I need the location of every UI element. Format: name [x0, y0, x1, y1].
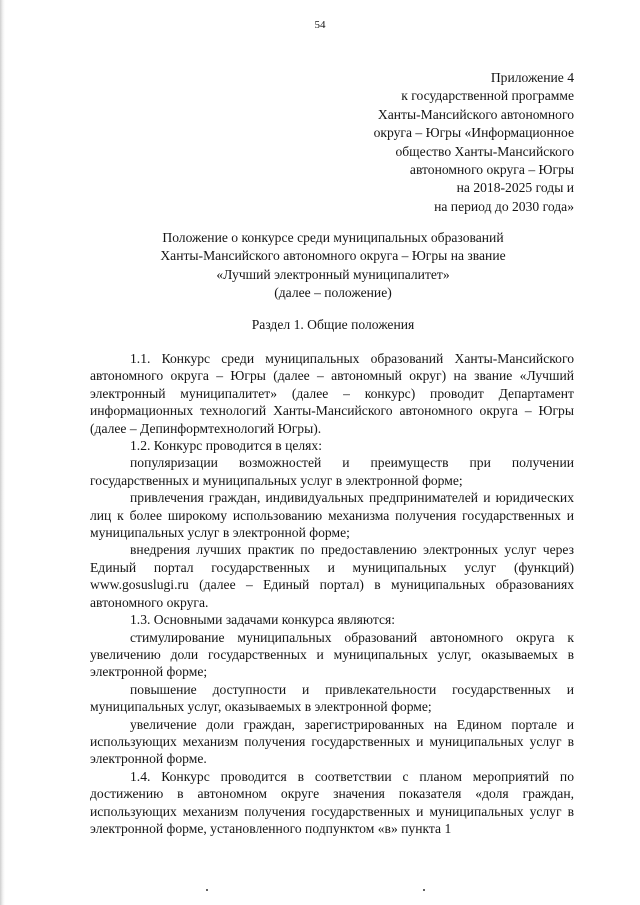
title-line: «Лучший электронный муниципалитет» — [216, 266, 450, 282]
scan-speck — [423, 889, 425, 891]
goal-item: привлечения граждан, индивидуальных предпринимателей и юридических лиц к более широкому использованию механизма получения государственных и муниципальных услуг в электронной форме; — [90, 490, 574, 541]
appendix-line: Ханты-Мансийского автономного — [377, 106, 574, 122]
body-text — [90, 350, 574, 837]
task-item: повышение доступности и привлекательности государственных и муниципальных услуг, оказываемых в электронной форме; — [90, 681, 574, 715]
appendix-line: на 2018-2025 годы и — [456, 180, 574, 196]
task-item: стимулирование муниципальных образований автономного округа к увеличению доли государственных и муниципальных услуг, оказываемых в электронной форме; — [90, 629, 574, 680]
scan-speck — [206, 889, 208, 891]
task-item: увеличение доли граждан, зарегистрированных на Едином портале и использующих механизм получения государственных и муниципальных услуг в электронной форме. — [90, 716, 574, 767]
paragraph-1-3: 1.3. Основными задачами конкурса являются: — [130, 612, 396, 628]
appendix-line: округа – Югры «Информационное — [373, 125, 574, 141]
title-line: Ханты-Мансийского автономного округа – Югры на звание — [160, 248, 506, 264]
appendix-line: общество Ханты-Мансийского — [395, 143, 574, 159]
section-heading: Раздел 1. Общие положения — [251, 317, 415, 332]
goal-item: популяризации возможностей и преимуществ при получении государственных и муниципальных услуг в электронной форме; — [90, 455, 574, 488]
document-title — [110, 229, 556, 303]
scan-edge-shadow — [0, 0, 5, 905]
appendix-line: на период до 2030 года» — [434, 198, 574, 214]
goal-item: внедрения лучших практик по предоставлению электронных услуг через Единый портал государственных и муниципальных услуг (функций) www.gosuslugi.ru (далее – Единый портал) в муниципальных образованиях автономного округа. — [90, 542, 574, 610]
appendix-block — [374, 69, 574, 216]
title-line: Положение о конкурсе среди муниципальных образований — [162, 230, 504, 245]
appendix-line: Приложение 4 — [490, 70, 574, 85]
appendix-line: автономного округа – Югры — [409, 162, 574, 178]
paragraph-1-2: 1.2. Конкурс проводится в целях: — [130, 438, 323, 454]
appendix-line: к государственной программе — [401, 88, 574, 104]
paragraph-1-1: 1.1. Конкурс среди муниципальных образований Ханты-Мансийского автономного округа – Югры (далее – автономный округ) на звание «Лучший электронный муниципалитет» (далее – конкурс) проводит Департамент информационных технологий Ханты-Мансийского автономного округа – Югры (далее – Депинформтехнологий Югры). — [90, 351, 574, 436]
page-number: 54 — [314, 19, 326, 31]
paragraph-1-4: 1.4. Конкурс проводится в соответствии с планом мероприятий по достижению в автономном округе значения показателя «доля граждан, использующих механизм получения государственных и муниципальных услуг в электронной форме, установленного подпунктом «в» пункта 1 — [90, 768, 574, 836]
title-line: (далее – положение) — [274, 285, 392, 301]
